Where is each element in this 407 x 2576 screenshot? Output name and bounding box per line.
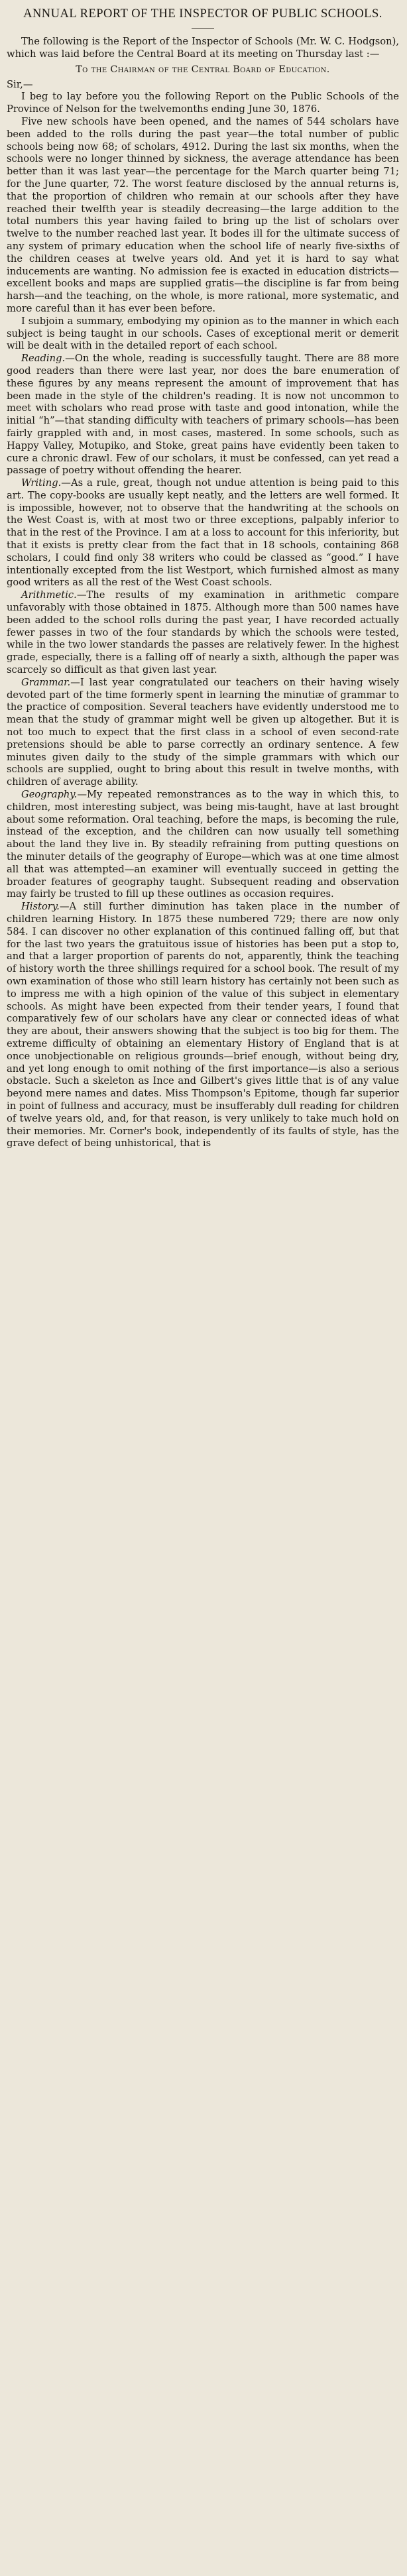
subject-arithmetic <box>7 589 399 677</box>
subject-text-arithmetic: —The results of my examination in arithmetic compare unfavorably with those obtained in 1875. Although more than 500 names have been added to the school rolls during the past year, I have recorded actually fewer passes in two of the four standards by which the schools were tested, while in the two lower standards the passes are relatively fewer. In the highest grade, especially, there is a falling off of nearly a sixth, although the paper was scarcely so difficult as that given last year. <box>7 589 399 676</box>
body-paragraph-3: I subjoin a summary, embodying my opinion as to the manner in which each subject is being taught in our schools. Cases of exceptional merit or demerit will be dealt with in the detailed report of each school. <box>7 315 399 352</box>
article <box>0 0 407 1157</box>
subject-text-writing: —As a rule, great, though not undue attention is being paid to this art. The copy-books are usually kept neatly, and the letters are well formed. It is impossible, however, not to observe that the handwriting at the schools on the West Coast is, with at most two or three exceptions, palpably inferior to that in the rest of the Province. I am at a loss to account for this inferiority, but that it exists is pretty clear from the fact that in 18 schools, containing 868 scholars, I could find only 38 writers who could be classed as “good.” I have intentionally excepted from the list Westport, which furnished almost as many good writers as all the rest of the West Coast schools. <box>7 477 399 589</box>
subject-grammar <box>7 677 399 789</box>
article-title: ANNUAL REPORT OF THE INSPECTOR OF PUBLIC SCHOOLS. <box>23 7 382 21</box>
subject-heading-geography: Geography. <box>21 789 78 801</box>
subject-history <box>7 901 399 1150</box>
subject-text-grammar: —I last year congratulated our teachers on their having wisely devoted part of the time formerly spent in learning the minutiæ of grammar to the practice of composition. Several teachers have evidently understood me to mean that the study of grammar might well be given up altogether. But it is not too much to expect that the first class in a school of even second-rate pretensions should be able to parse correctly an ordinary sentence. A few minutes given daily to the study of the simple grammars with which our schools are supplied, ought to bring about this result in twelve months, with children of average ability. <box>7 676 399 788</box>
subject-heading-arithmetic: Arithmetic. <box>21 589 77 601</box>
body-paragraph-2: Five new schools have been opened, and the names of 544 scholars have been added to the rolls during the past year—the total number of public schools being now 68; of scholars, 4912. During the last six months, when the schools were no longer thinned by sickness, the average attendance has been better than it was last year—the percentage for the March quarter being 71; for the June quarter, 72. The worst feature disclosed by the annual returns is, that the proportion of children who remain at our schools after they have reached their twelfth year is steadily decreasing—the large addition to the total numbers this year having failed to bring up the list of scholars over twelve to the number reached last year. It bodes ill for the ultimate success of any system of primary education when the school life of nearly five-sixths of the children ceases at twelve years old. And yet it is hard to say what inducements are wanting. No admission fee is exacted in education districts—excellent books and maps are supplied gratis—the discipline is far from being harsh—and the teaching, on the whole, is more rational, more systematic, and more careful than it has ever been before. <box>7 115 399 314</box>
subject-heading-reading: Reading. <box>21 353 66 365</box>
subject-geography <box>7 789 399 901</box>
body-paragraph-1: I beg to lay before you the following Report on the Public Schools of the Province of Nelson for the twelvemonths ending June 30, 1876. <box>7 91 399 115</box>
salutation: Sir,— <box>7 78 33 90</box>
subject-text-geography: —My repeated remonstrances as to the way in which this, to children, most interesting subject, was being mis-taught, have at last brought about some reformation. Oral teaching, before the maps, is becoming the rule, instead of the exception, and the children can now usually tell something about the land they live in. By steadily refraining from putting questions on the minuter details of the geography of Europe—which was at one time almost all that was attempted—an examiner will eventually succeed in getting the broader features of geography taught. Subsequent reading and observation may fairly be trusted to fill up these outlines as occasion requires. <box>7 789 399 900</box>
addressee-line: To the Chairman of the Central Board of Education. <box>76 64 330 75</box>
subject-text-history: —A still further diminution has taken place in the number of children learning History. In 1875 these numbered 729; there are now only 584. I can discover no other explanation of this continued falling off, but that for the last two years the gratuitous issue of histories has been put a stop to, and that a larger proportion of parents do not, apparently, think the teaching of history worth the three shillings required for a school book. The result of my own examination of those who still learn history has certainly not been such as to impress me with a high opinion of the value of this subject in elementary schools. As might have been expected from their tender years, I found that comparatively few of our scholars have any clear or connected ideas of what they are about, their answers showing that the subject is too big for them. The extreme difficulty of obtaining an elementary History of England that is at once unobjectionable on religious grounds—brief enough, without being dry, and yet long enough to omit nothing of the first importance—is also a serious obstacle. Such a skeleton as Ince and Gilbert's gives little that is of any value beyond mere names and dates. Miss Thompson's Epitome, though far superior in point of fullness and accuracy, must be insufferably dull reading for children of twelve years old, and, for that reason, is very unlikely to take much hold on their memories. Mr. Corner's book, independently of its faults of style, has the grave defect of being unhistorical, that is <box>7 901 399 1149</box>
subject-heading-writing: Writing. <box>21 477 62 489</box>
subject-text-reading: —On the whole, reading is successfully taught. There are 88 more good readers than there were last year, nor does the bare enumeration of these figures by any means represent the amount of improvement that has been made in the style of the children's reading. It is now not uncommon to meet with scholars who read prose with taste and good intonation, while the initial “h”—that standing difficulty with teachers of primary schools—has been fairly grappled with and, in most cases, mastered. In some schools, such as Happy Valley, Motupiko, and Stoke, great pains have evidently been taken to cure a chronic drawl. Few of our scholars, it must be confessed, can yet read a passage of poetry without offending the hearer. <box>7 353 399 477</box>
intro-paragraph: The following is the Report of the Inspector of Schools (Mr. W. C. Hodgson), which was laid before the Central Board at its meeting on Thursday last :— <box>7 36 399 60</box>
subject-writing <box>7 477 399 589</box>
subject-heading-history: History. <box>21 901 60 913</box>
subject-reading <box>7 353 399 477</box>
subject-heading-grammar: Grammar. <box>21 676 71 688</box>
